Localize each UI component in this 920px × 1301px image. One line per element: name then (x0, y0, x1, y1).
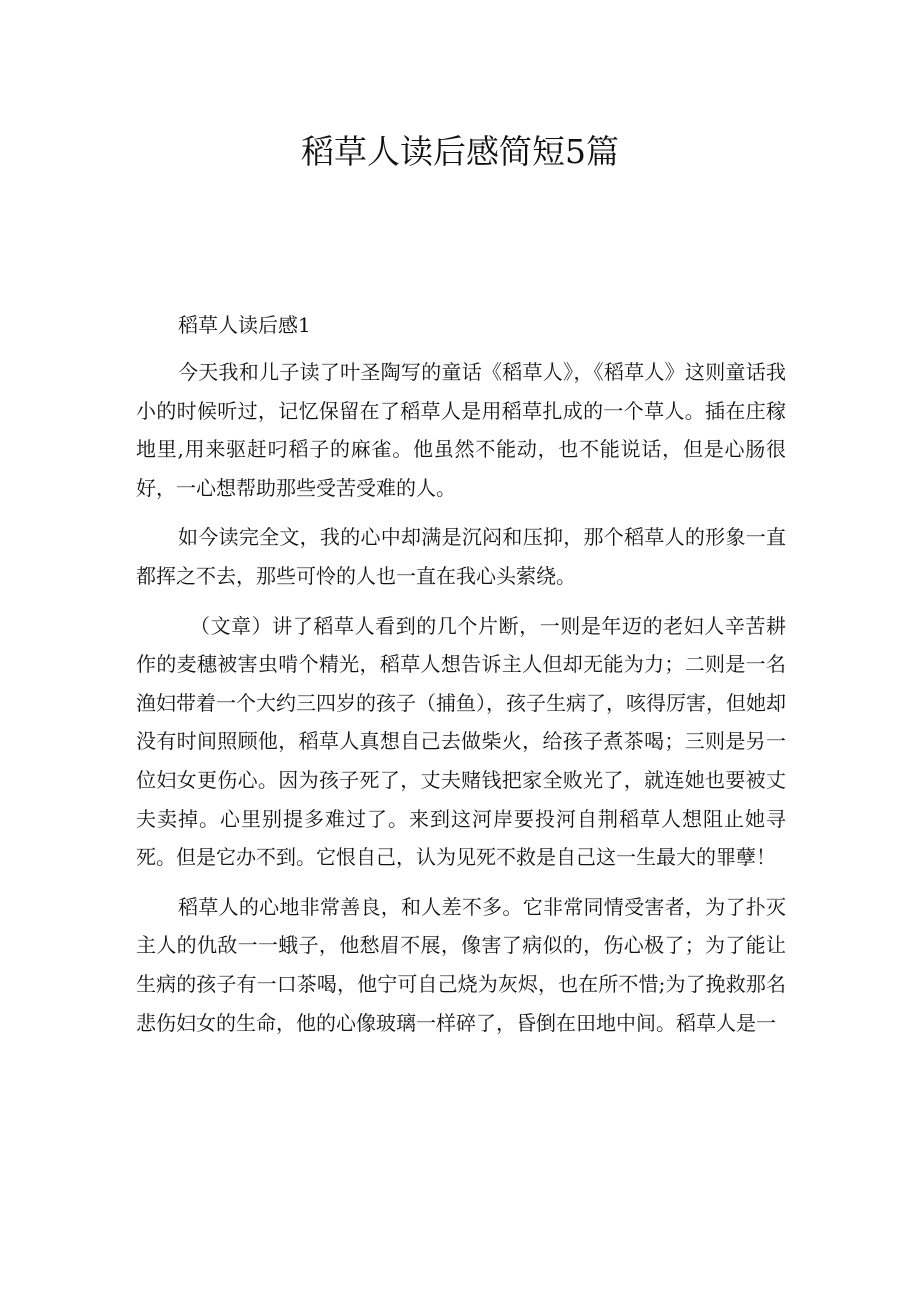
section-heading: 稻草人读后感1 (178, 313, 311, 337)
document-body (136, 308, 786, 1053)
document-title: 稻草人读后感简短5篇 (301, 132, 619, 171)
paragraph-4: 稻草人的心地非常善良，和人差不多。它非常同情受害者，为了扑灭主人的仇敌一一蛾子，他愁眉不展，像害了病似的，伤心极了；为了能让生病的孩子有一口茶喝，他宁可自己烧为灰烬，也在所不惜;为了挽救那名悲伤妇女的生命，他的心像玻璃一样碎了，昏倒在田地中间。稻草人是一 (136, 894, 786, 1035)
paragraph-1: 今天我和儿子读了叶圣陶写的童话《稻草人》，《稻草人》这则童话我小的时候听过，记忆保留在了稻草人是用稻草扎成的一个草人。插在庄稼地里,用来驱赶叼稻子的麻雀。他虽然不能动，也不能说话，但是心肠很好，一心想帮助那些受苦受难的人。 (136, 360, 786, 500)
paragraph-3: （文章）讲了稻草人看到的几个片断，一则是年迈的老妇人辛苦耕作的麦穗被害虫啃个精光，稻草人想告诉主人但却无能为力；二则是一名渔妇带着一个大约三四岁的孩子（捕鱼），孩子生病了，咳得厉害，但她却没有时间照顾他，稻草人真想自己去做柴火，给孩子煮茶喝；三则是另一位妇女更伤心。因为孩子死了，丈夫赌钱把家全败光了，就连她也要被丈夫卖掉。心里别提多难过了。来到这河岸要投河自荆稻草人想阻止她寻死。但是它办不到。它恨自己，认为见死不救是自己这一生最大的罪孽！ (136, 613, 786, 870)
paragraph-2: 如今读完全文，我的心中却满是沉闷和压抑，那个稻草人的形象一直都挥之不去，那些可怜的人也一直在我心头萦绕。 (136, 525, 786, 588)
